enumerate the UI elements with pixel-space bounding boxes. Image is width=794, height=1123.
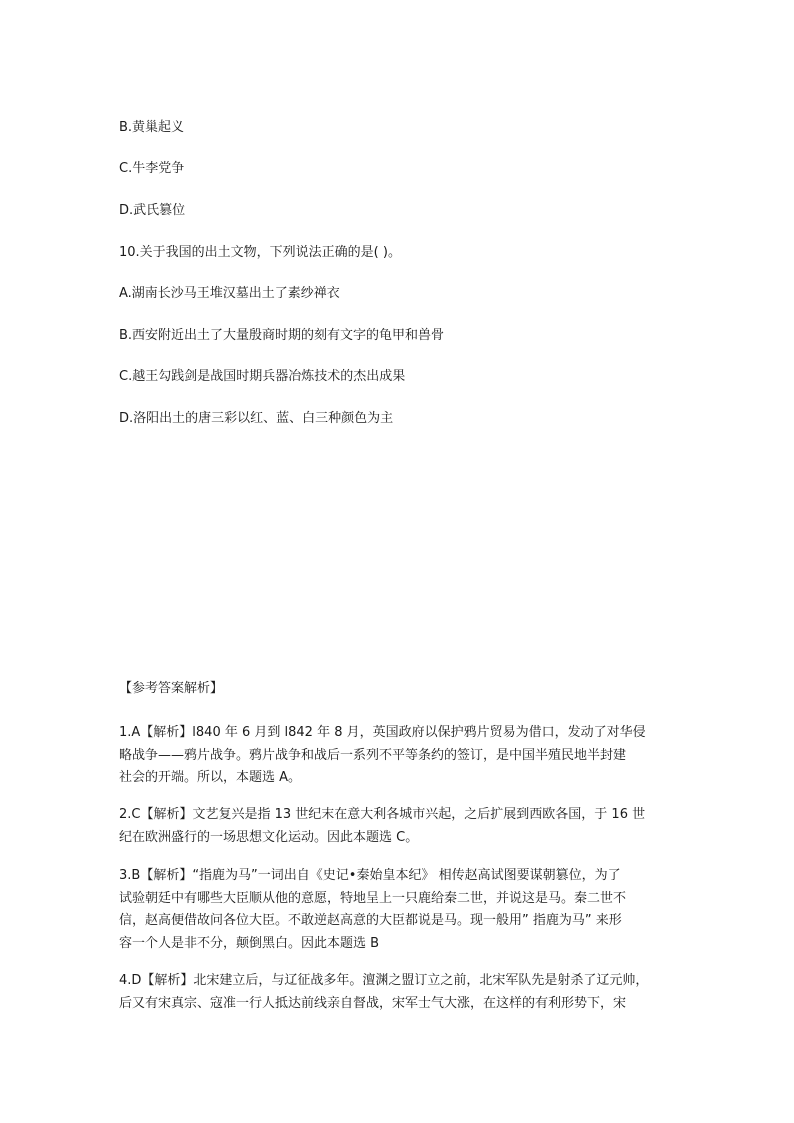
answer-4-line: 4.D【解析】北宋建立后，与辽征战多年。澶渊之盟订立之前，北宋军队先是射杀了辽元帅， xyxy=(119,973,649,988)
question-10-stem: 10.关于我国的出土文物，下列说法正确的是( )。 xyxy=(119,245,401,260)
answer-2-line: 纪在欧洲盛行的一场思想文化运动。因此本题选 C。 xyxy=(119,829,419,845)
answer-1 xyxy=(119,722,675,790)
answer-4-line: 后又有宋真宗、寇准一行人抵达前线亲自督战，宋军士气大涨，在这样的有利形势下，宋 xyxy=(119,995,627,1011)
question-10-option-d: D.洛阳出土的唐三彩以红、蓝、白三种颜色为主 xyxy=(119,411,394,426)
answer-3 xyxy=(119,865,675,955)
answer-2-line: 2.C【解析】文艺复兴是指 13 世纪末在意大利各城市兴起，之后扩展到西欧各国，于 16 世 xyxy=(119,807,646,822)
answer-1-line: 1.A【解析】l840 年 6 月到 l842 年 8 月，英国政府以保护鸦片贸易为借口，发动了对华侵 xyxy=(119,725,646,740)
question-9-option-b: B.黄巢起义 xyxy=(119,120,185,135)
answer-3-line: 3.B【解析】“指鹿为马”一词出自《史记•秦始皇本纪》 相传赵高试图要谋朝篡位，为了 xyxy=(119,868,621,883)
answer-2 xyxy=(119,804,675,849)
answers-heading: 【参考答案解析】 xyxy=(119,681,224,696)
answer-1-line: 社会的开端。所以，本题选 A。 xyxy=(119,770,302,785)
answer-3-line: 试验朝廷中有哪些大臣顺从他的意愿，特地呈上一只鹿给秦二世，并说这是马。秦二世不 xyxy=(119,890,627,906)
question-10-option-c: C.越王勾践剑是战国时期兵器冶炼技术的杰出成果 xyxy=(119,369,406,384)
answer-3-line: 容一个人是非不分，颠倒黑白。因此本题选 B xyxy=(119,935,380,951)
answer-4 xyxy=(119,970,675,1015)
answer-3-line: 信，赵高便借故问各位大臣。不敢逆赵高意的大臣都说是马。现一般用” 指鹿为马” 来形 xyxy=(119,913,622,928)
question-9-option-c: C.牛李党争 xyxy=(119,161,185,176)
answer-1-line: 略战争——鸦片战争。鸦片战争和战后一系列不平等条约的签订，是中国半殖民地半封建 xyxy=(119,747,627,763)
question-10-option-b: B.西安附近出土了大量殷商时期的刻有文字的龟甲和兽骨 xyxy=(119,328,445,343)
question-10-option-a: A.湖南长沙马王堆汉墓出土了素纱禅衣 xyxy=(119,286,340,301)
question-9-option-d: D.武氏篡位 xyxy=(119,203,186,218)
